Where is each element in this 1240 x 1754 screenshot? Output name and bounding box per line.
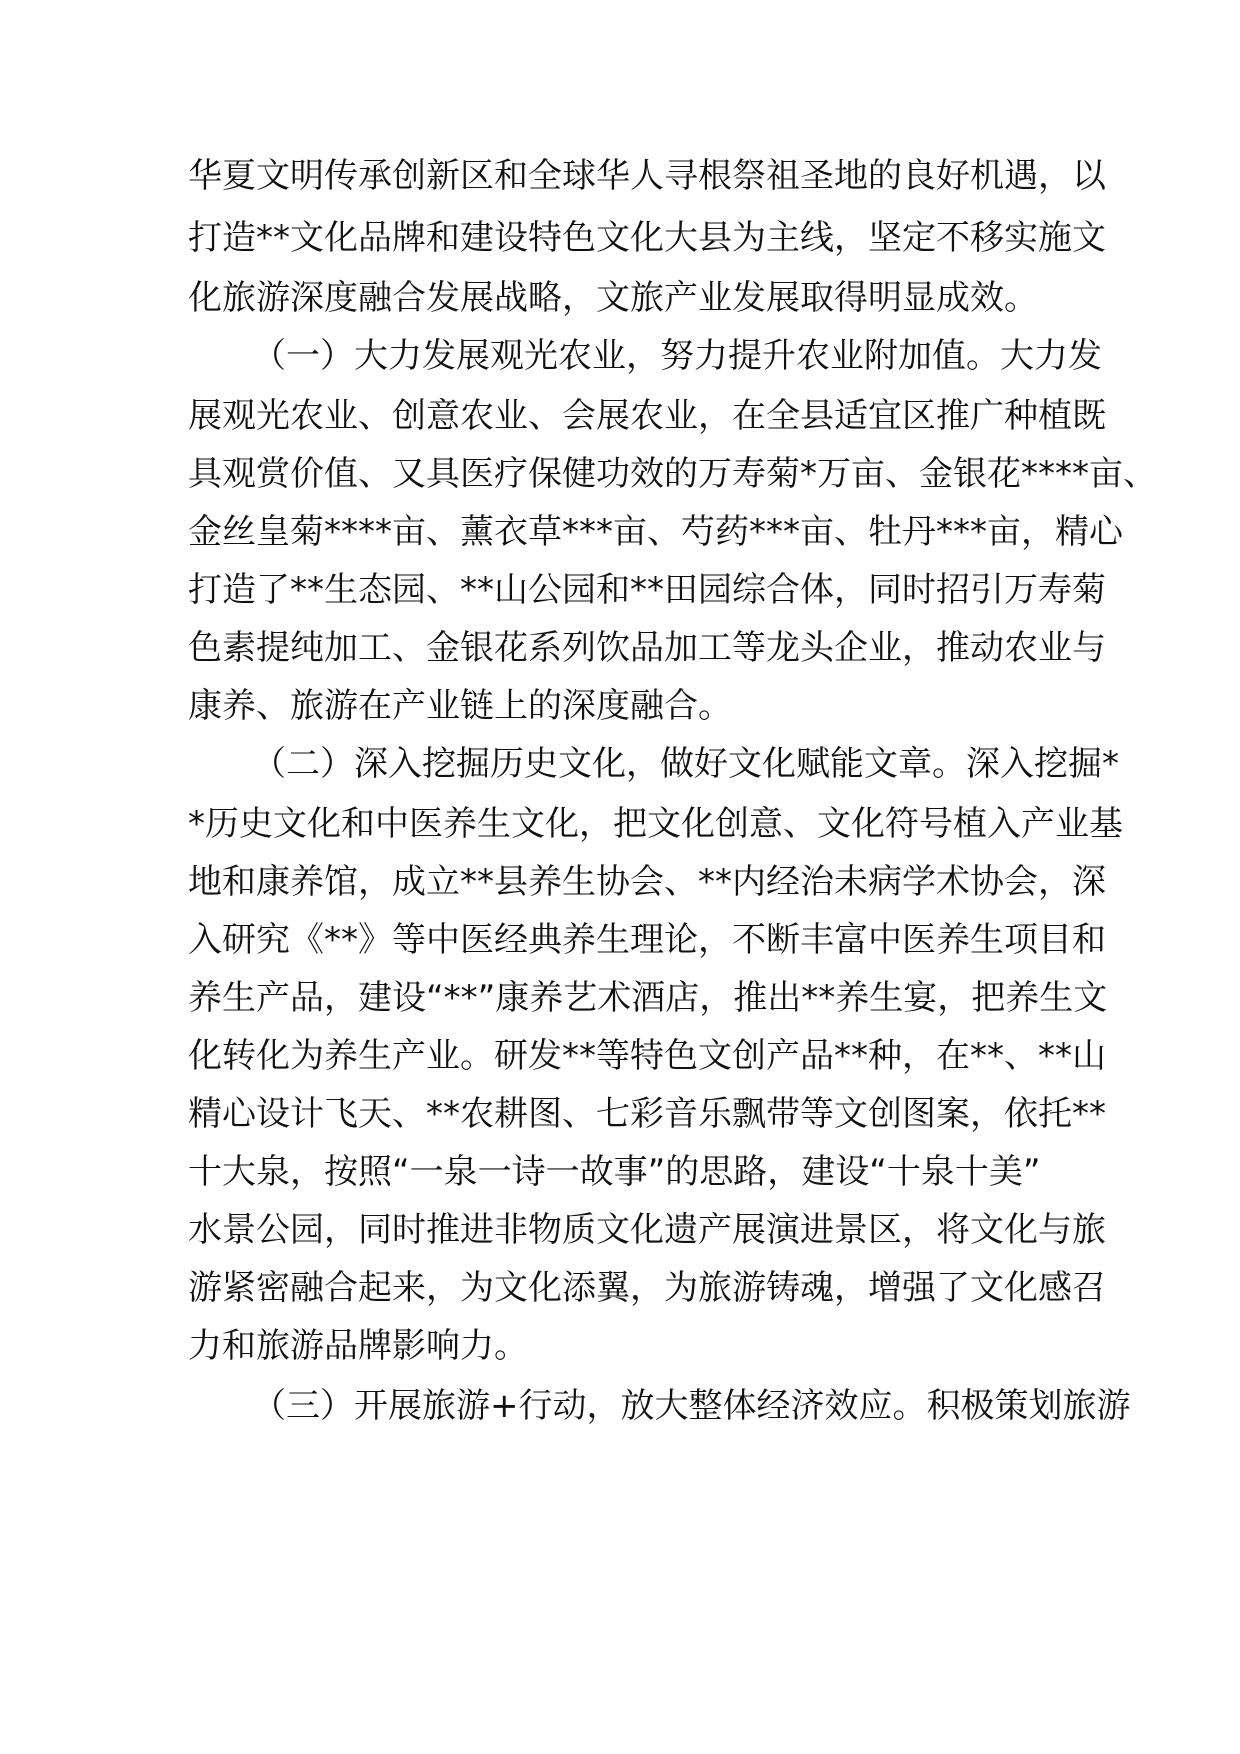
text-line: 十大泉，按照“一泉一诗一故事”的思路，建设“十泉十美” (188, 1152, 1041, 1192)
text-line: 精心设计飞天、**农耕图、七彩音乐飘带等文创图案，依托** (188, 1094, 1106, 1134)
text-line: 打造了**生态园、**山公园和**田园综合体，同时招引万寿菊 (188, 570, 1106, 610)
text-line: 水景公园，同时推进非物质文化遗产展演进景区，将文化与旅 (188, 1210, 1106, 1250)
text-line: 色素提纯加工、金银花系列饮品加工等龙头企业，推动农业与 (188, 628, 1106, 668)
text-line: 金丝皇菊****亩、薰衣草***亩、芍药***亩、牡丹***亩，精心 (188, 512, 1123, 552)
text-line: 华夏文明传承创新区和全球华人寻根祭祖圣地的良好机遇，以 (188, 156, 1106, 196)
text-line: 游紧密融合起来，为文化添翼，为旅游铸魂，增强了文化感召 (188, 1268, 1106, 1308)
text-line: 地和康养馆，成立**县养生协会、**内经治未病学术协会，深 (188, 862, 1106, 902)
text-line: 力和旅游品牌影响力。 (188, 1326, 528, 1366)
section-heading-line: （三）开展旅游+行动，放大整体经济效应。积极策划旅游 (252, 1386, 1131, 1426)
section-heading-line: （二）深入挖掘历史文化，做好文化赋能文章。深入挖掘* (252, 744, 1119, 784)
text-line: 打造**文化品牌和建设特色文化大县为主线，坚定不移实施文 (188, 218, 1106, 258)
text-line: 展观光农业、创意农业、会展农业，在全县适宜区推广种植既 (188, 396, 1106, 436)
text-line: 化转化为养生产业。研发**等特色文创产品**种，在**、**山 (188, 1036, 1106, 1076)
text-line: 化旅游深度融合发展战略，文旅产业发展取得明显成效。 (188, 278, 1038, 318)
section-heading-line: （一）大力发展观光农业，努力提升农业附加值。大力发 (252, 336, 1102, 376)
text-line: 康养、旅游在产业链上的深度融合。 (188, 686, 732, 726)
text-line: *历史文化和中医养生文化，把文化创意、文化符号植入产业基 (188, 804, 1123, 844)
text-line: 具观赏价值、又具医疗保健功效的万寿菊*万亩、金银花****亩、 (188, 454, 1157, 494)
text-line: 养生产品，建设“**”康养艺术酒店，推出**养生宴，把养生文 (188, 978, 1108, 1018)
text-line: 入研究《**》等中医经典养生理论，不断丰富中医养生项目和 (188, 920, 1106, 960)
